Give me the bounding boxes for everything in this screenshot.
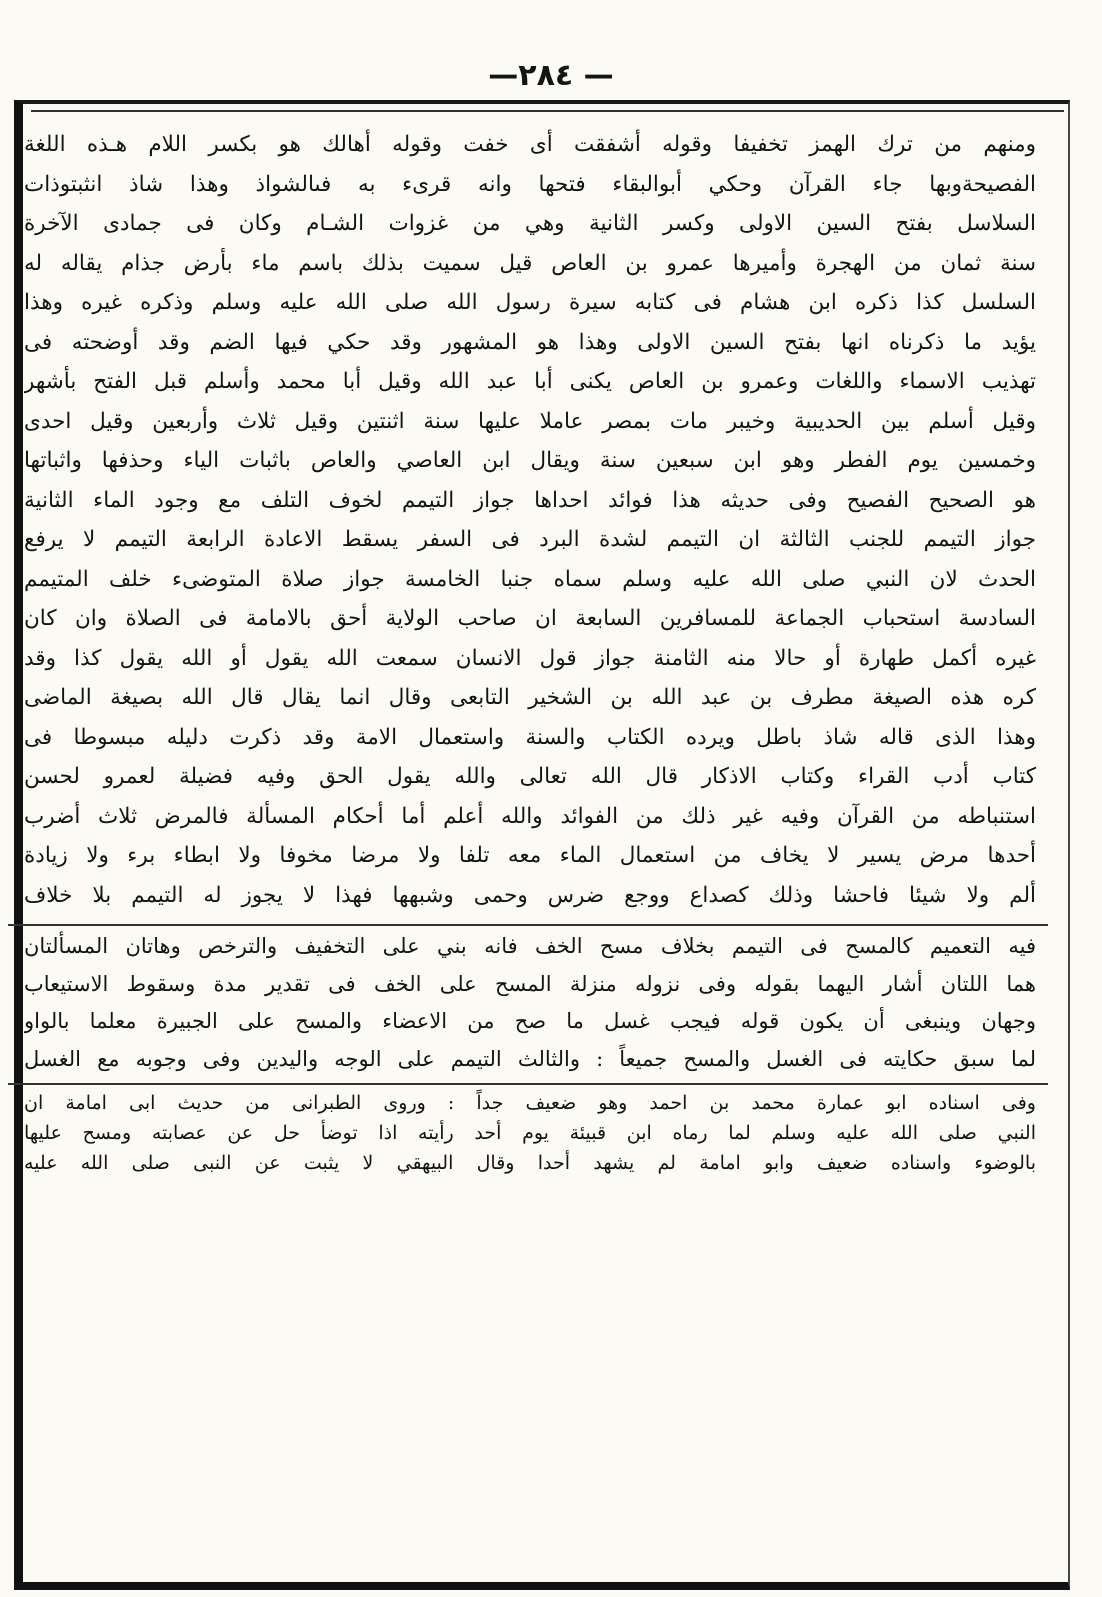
top-rule bbox=[31, 110, 1064, 112]
footnote-line: لما سبق حكايته فى الغسل والمسح جميعاً : والثالث التيمم على الوجه واليدين وفى وجوبه مع الغسل bbox=[24, 1046, 1036, 1071]
footnote-line: فيه التعميم كالمسح فى التيمم بخلاف مسح الخف فانه بني على التخفيف والترخص وهاتان المسألتان bbox=[24, 934, 1036, 958]
main-line: استنباطه من القرآن وفيه غير ذلك من الفوائد والله أعلم أما أحكام المسألة فالمرض ثلاث أضرب bbox=[24, 803, 1036, 829]
lower-note-line: النبي صلى الله عليه وسلم لما رماه ابن قبيئة يوم أحد رأيته اذا توضأ حل عن عصابته ومسح عليها bbox=[24, 1122, 1036, 1144]
footnote-text bbox=[24, 928, 1036, 1078]
main-text bbox=[24, 125, 1036, 915]
lower-note-text bbox=[24, 1088, 1036, 1178]
main-line: كره هذه الصيغة مطرف بن عبد الله بن الشخير التابعى وقال انما يقال قال الله بصيغة الماضى bbox=[24, 685, 1036, 710]
footnote-line: هما اللتان أشار اليهما بقوله وفى نزوله منزلة المسح على الخف فى تقدير مدة وسقوط الاستيعاب bbox=[24, 971, 1036, 996]
main-line: الحدث لان النبي صلى الله عليه وسلم سماه جنبا الخامسة جواز صلاة المتوضىء خلف المتيمم bbox=[24, 566, 1036, 592]
lower-note-divider bbox=[8, 1083, 1048, 1085]
lower-note-line: وفى اسناده ابو عمارة محمد بن احمد وهو ضعيف جداً : وروى الطبرانى من حديث ابى امامة ان bbox=[24, 1092, 1036, 1114]
main-line: ومنهم من ترك الهمز تخفيفا وقوله أشفقت أى خفت وقوله أهالك هو بكسر اللام هـذه اللغة bbox=[24, 132, 1036, 157]
main-line: ألم ولا شيئا فاحشا وذلك كصداع ووجع ضرس وحمى وشبهها فهذا لا يجوز له التيمم بلا خلاف bbox=[24, 882, 1036, 908]
main-line: السادسة استحباب الجماعة للمسافرين السابعة ان صاحب الولاية أحق بالامامة فى الصلاة وان كان bbox=[24, 606, 1036, 631]
main-line: هو الصحيح الفصيح وفى حديثه هذا فوائد احداها جواز التيمم لخوف التلف مع وجود الماء الثانية bbox=[24, 487, 1036, 513]
main-line: أحدها مرض يسير لا يخاف من استعمال الماء معه تلفا ولا مرضا مخوفا ولا ابطاء برء ولا زيادة bbox=[24, 843, 1036, 868]
footnote-divider bbox=[8, 924, 1048, 926]
page-number: —٢٨٤ — bbox=[488, 58, 614, 93]
main-line: وهذا الذى قاله شاذ باطل ويرده الكتاب والسنة واستعمال الامة وقد ذكرت دليله مبسوطا فى bbox=[24, 724, 1036, 750]
main-line: وقيل أسلم بين الحديبية وخيبر مات بمصر عاملا عليها سنة اثنتين وقيل ثلاث وأربعين وقيل احدى bbox=[24, 408, 1036, 434]
main-line: السلسل كذا ذكره ابن هشام فى كتابه سيرة رسول الله صلى الله عليه وسلم وذكره غيره وهذا bbox=[24, 290, 1036, 315]
main-line: غيره أكمل طهارة أو حالا منه الثامنة جواز قول الانسان سمعت الله يقول أو الله يقول كذا وقد bbox=[24, 645, 1036, 671]
footnote-line: وجهان وينبغى أن يكون قوله فيجب غسل ما صح من الاعضاء والمسح على الجبيرة معلما بالواو bbox=[24, 1009, 1036, 1033]
main-line: كتاب أدب القراء وكتاب الاذكار قال الله تعالى والله يقول الحق وفيه فضيلة لعمرو لحسن bbox=[24, 764, 1036, 789]
main-line: جواز التيمم للجنب الثالثة ان التيمم لشدة البرد فى السفر يسقط الاعادة الرابعة التيمم لا يرفع bbox=[24, 527, 1036, 552]
main-line: سنة ثمان من الهجرة وأميرها عمرو بن العاص قيل سميت بذلك باسم ماء بأرض جذام يقاله له bbox=[24, 250, 1036, 276]
main-line: وخمسين يوم الفطر وهو ابن سبعين سنة ويقال ابن العاصي والعاص باثبات الياء وحذفها واثباتها bbox=[24, 448, 1036, 473]
main-line: تهذيب الاسماء واللغات وعمرو بن العاص يكنى أبا عبد الله وقيل أبا محمد وأسلم قبل الفتح بأشهر bbox=[24, 369, 1036, 394]
main-line: الفصيحةوبها جاء القرآن وحكي أبوالبقاء فتحها وانه قرىء به فىالشواذ وهذا شاذ انثبتوذات bbox=[24, 171, 1036, 197]
main-line: يؤيد ما ذكرناه انها بفتح السين الاولى وهذا هو المشهور وقد حكي فيها الضم وقد أوضحته فى bbox=[24, 329, 1036, 355]
lower-note-line: بالوضوء واسناده ضعيف وابو امامة لم يشهد أحدا وقال البيهقي لا يثبت عن النبى صلى الله عليه bbox=[24, 1152, 1036, 1174]
main-line: السلاسل بفتح السين الاولى وكسر الثانية وهي من غزوات الشـام وكان فى جمادى الآخرة bbox=[24, 211, 1036, 236]
